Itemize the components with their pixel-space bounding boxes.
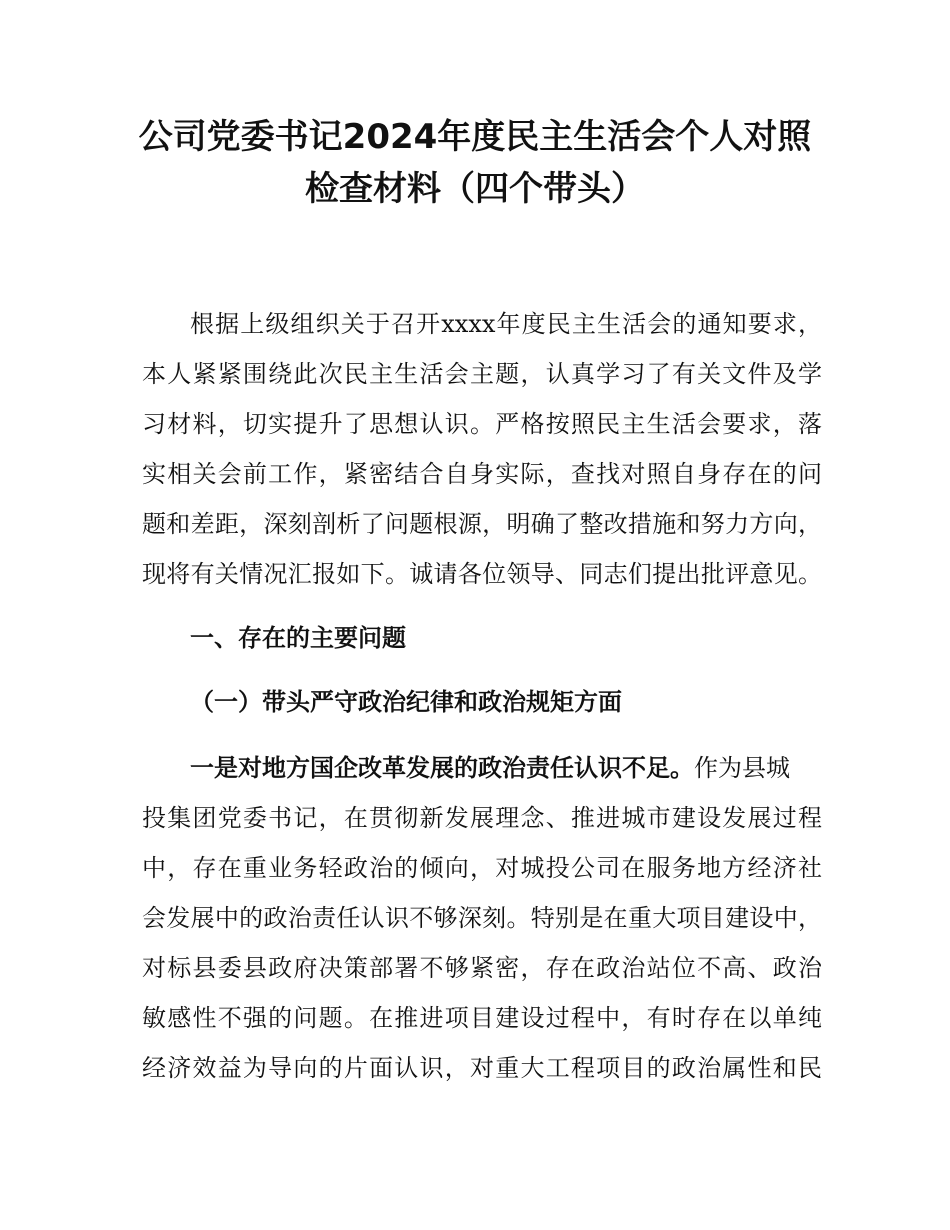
section-heading: 一、存在的主要问题 <box>190 624 406 652</box>
point-line-5: 对标县委县政府决策部署不够紧密，存在政治站位不高、政治 <box>142 954 822 982</box>
point-lead-text: 一是对地方国企改革发展的政治责任认识不足。 <box>190 754 694 782</box>
intro-line-5: 题和差距，深刻剖析了问题根源，明确了整改措施和努力方向， <box>142 510 822 538</box>
intro-line-6: 现将有关情况汇报如下。诚请各位领导、同志们提出批评意见。 <box>142 560 822 588</box>
intro-line-3: 习材料，切实提升了思想认识。严格按照民主生活会要求，落 <box>142 410 822 438</box>
point-line-4: 会发展中的政治责任认识不够深刻。特别是在重大项目建设中， <box>142 904 822 932</box>
intro-line-4: 实相关会前工作，紧密结合自身实际，查找对照自身存在的问 <box>142 460 822 488</box>
intro-line-2: 本人紧紧围绕此次民主生活会主题，认真学习了有关文件及学 <box>142 360 822 388</box>
point-first-line <box>190 750 822 786</box>
point-first-rest: 作为县城 <box>694 754 790 782</box>
point-line-7: 经济效益为导向的片面认识，对重大工程项目的政治属性和民 <box>142 1054 822 1082</box>
point-line-3: 中，存在重业务轻政治的倾向，对城投公司在服务地方经济社 <box>142 854 822 882</box>
subsection-heading: （一）带头严守政治纪律和政治规矩方面 <box>190 688 622 716</box>
document-title-line-2: 检查材料（四个带头） <box>305 169 645 209</box>
intro-line-1: 根据上级组织关于召开xxxx年度民主生活会的通知要求， <box>190 310 822 338</box>
point-line-2: 投集团党委书记，在贯彻新发展理念、推进城市建设发展过程 <box>142 804 822 832</box>
document-title-line-1: 公司党委书记2024年度民主生活会个人对照 <box>138 117 812 157</box>
point-line-6: 敏感性不强的问题。在推进项目建设过程中，有时存在以单纯 <box>142 1004 822 1032</box>
